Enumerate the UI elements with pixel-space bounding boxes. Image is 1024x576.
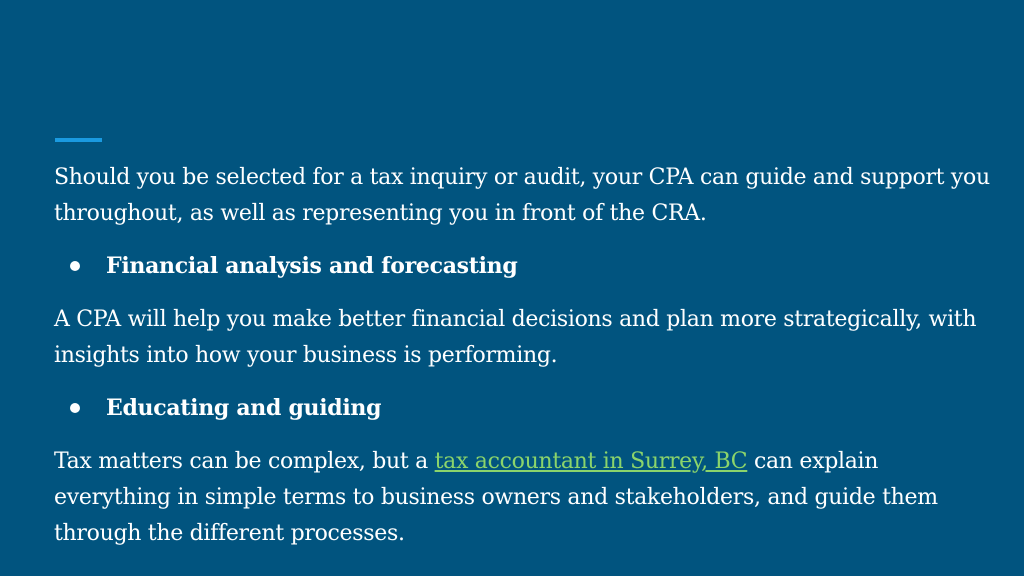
bullet-financial-analysis (54, 248, 994, 284)
slide-body (54, 160, 994, 552)
bullet-educating-guiding (54, 390, 994, 426)
paragraph-financial-decisions: A CPA will help you make better financial decisions and plan more strategically, with insights into how your business is performing. (54, 307, 977, 368)
bullet-dot-icon (70, 261, 80, 271)
tax-accountant-link[interactable]: tax accountant in Surrey, BC (434, 449, 748, 474)
paragraph-tax-matters-end: can explain everything in simple terms to business owners and stakeholders, and guide them through the different processes. (54, 449, 938, 546)
title-accent-line (55, 138, 102, 142)
bullet-dot-icon (70, 403, 80, 413)
bullet-educating-guiding-label: Educating and guiding (106, 395, 382, 421)
paragraph-tax-matters (54, 444, 994, 552)
bullet-financial-analysis-label: Financial analysis and forecasting (106, 253, 518, 279)
paragraph-audit-support: Should you be selected for a tax inquiry or audit, your CPA can guide and support you throughout, as well as representing you in front of the CRA. (54, 165, 990, 226)
paragraph-tax-matters-start: Tax matters can be complex, but a (54, 449, 435, 474)
